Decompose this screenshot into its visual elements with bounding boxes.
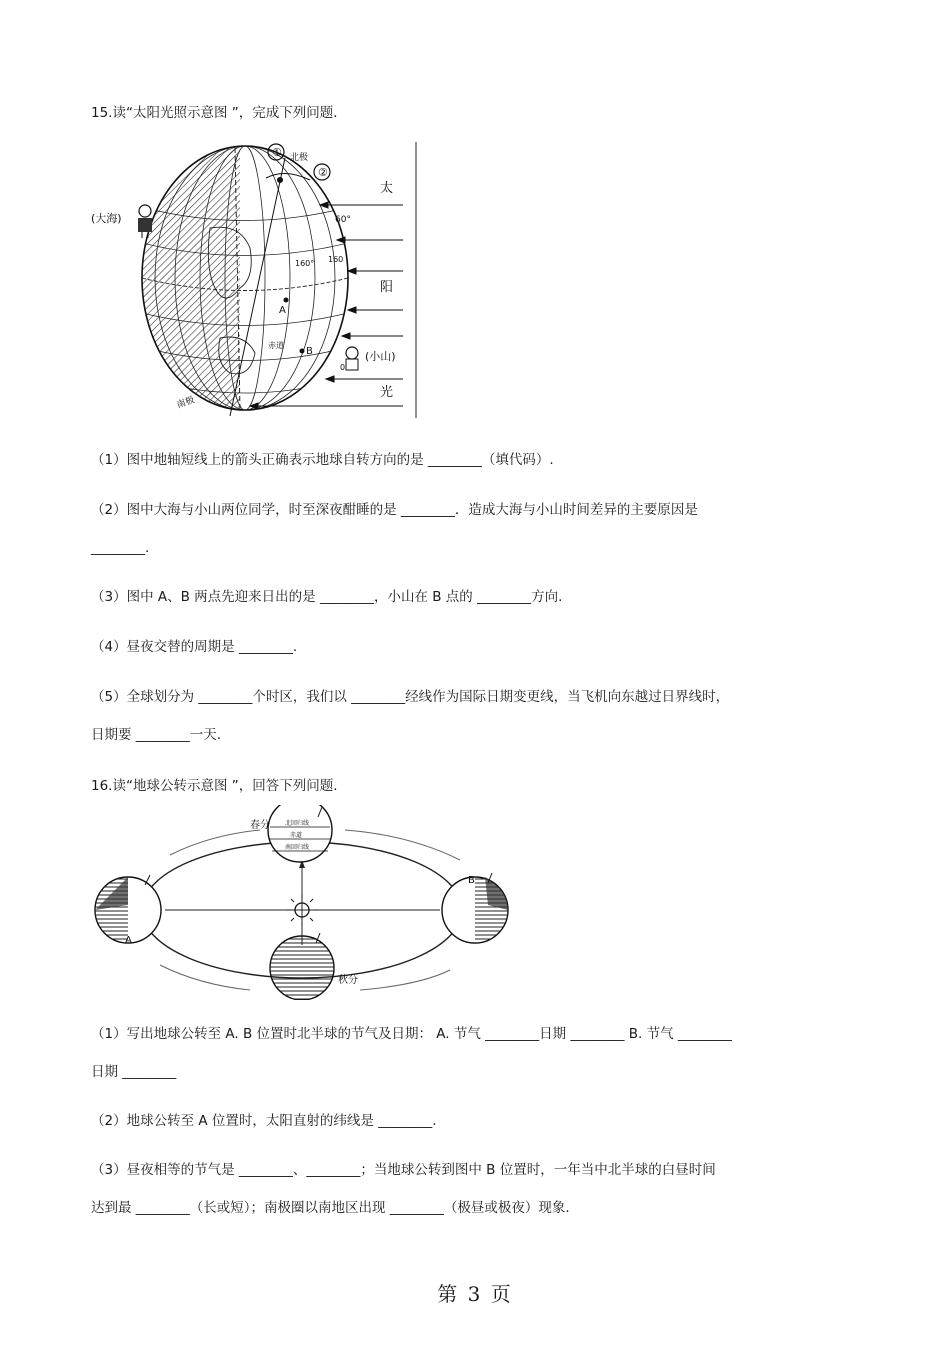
sunlight-diagram: [90, 138, 420, 423]
q15-line-2: （2）图中大海与小山两位同学，时至深夜酣睡的是 ________．造成大海与小山时间差异的主要原因是: [91, 502, 698, 518]
page-number: 第 3 页: [437, 1282, 513, 1306]
point-a-label: A: [125, 935, 132, 946]
equator-label: 赤道: [268, 341, 284, 350]
q16-line-3: （2）地球公转至 A 位置时，太阳直射的纬线是 ________.: [91, 1113, 437, 1129]
q15-title: 15.读“太阳光照示意图 ”，完成下列问题.: [91, 105, 338, 121]
autumn-label: 秋分: [338, 975, 358, 986]
q15-line-1: （1）图中地轴短线上的箭头正确表示地球自转方向的是 ________（填代码）.: [91, 452, 554, 468]
zero-label: 0: [340, 363, 346, 372]
q16-line-4: （3）昼夜相等的节气是 ________、________；当地球公转到图中 B 位置时，一年当中北半球的白昼时间: [91, 1162, 716, 1178]
sun-char-1: 太: [380, 181, 394, 196]
q16-title: 16.读“地球公转示意图 ”，回答下列问题.: [91, 778, 338, 794]
q15-line-7: 日期要 ________一天.: [91, 727, 222, 743]
lat-60-label: 60°: [335, 215, 351, 225]
person-xiaoshan-label: (小山): [365, 350, 396, 363]
q15-line-4: （3）图中 A、B 两点先迎来日出的是 ________，小山在 B 点的 ________方向.: [91, 589, 563, 605]
q16-line-5: 达到最 ________（长或短）；南极圈以南地区出现 ________（极昼或极夜）现象.: [91, 1200, 570, 1216]
q15-line-6: （5）全球划分为 ________个时区，我们以 ________经线作为国际日期变更线，当飞机向东越过日界线时，: [91, 689, 730, 705]
arrow-label-1: ①: [272, 146, 282, 159]
q15-line-3: ________.: [91, 540, 150, 556]
lon-160-label: 160: [328, 255, 344, 264]
q16-line-2: 日期 ________: [91, 1064, 177, 1080]
band-tropic-s-label: 南回归线: [285, 844, 310, 851]
person-xiaoshan-icon: [346, 347, 358, 370]
q15-line-5: （4）昼夜交替的周期是 ________.: [91, 639, 298, 655]
point-b-label: B: [306, 346, 313, 357]
spring-label: 春分: [250, 820, 270, 831]
orbit-diagram: [90, 805, 515, 1000]
lon-160e-label: 160°: [295, 259, 315, 268]
person-dahai-label: (大海): [91, 212, 122, 225]
point-b-label: B: [468, 875, 475, 886]
north-pole-label: 北极: [290, 153, 309, 163]
band-tropic-n-label: 北回归线: [285, 820, 310, 827]
arrow-label-2: ②: [318, 166, 328, 179]
sun-char-3: 光: [380, 385, 394, 400]
point-a-label: A: [279, 305, 286, 316]
band-equator-label: 赤道: [290, 832, 303, 839]
q16-line-1: （1）写出地球公转至 A. B 位置时北半球的节气及日期： A. 节气 ________日期 ________ B. 节气 ________: [91, 1026, 732, 1042]
south-pole-label: 南极: [175, 395, 196, 411]
sun-char-2: 阳: [380, 280, 394, 295]
